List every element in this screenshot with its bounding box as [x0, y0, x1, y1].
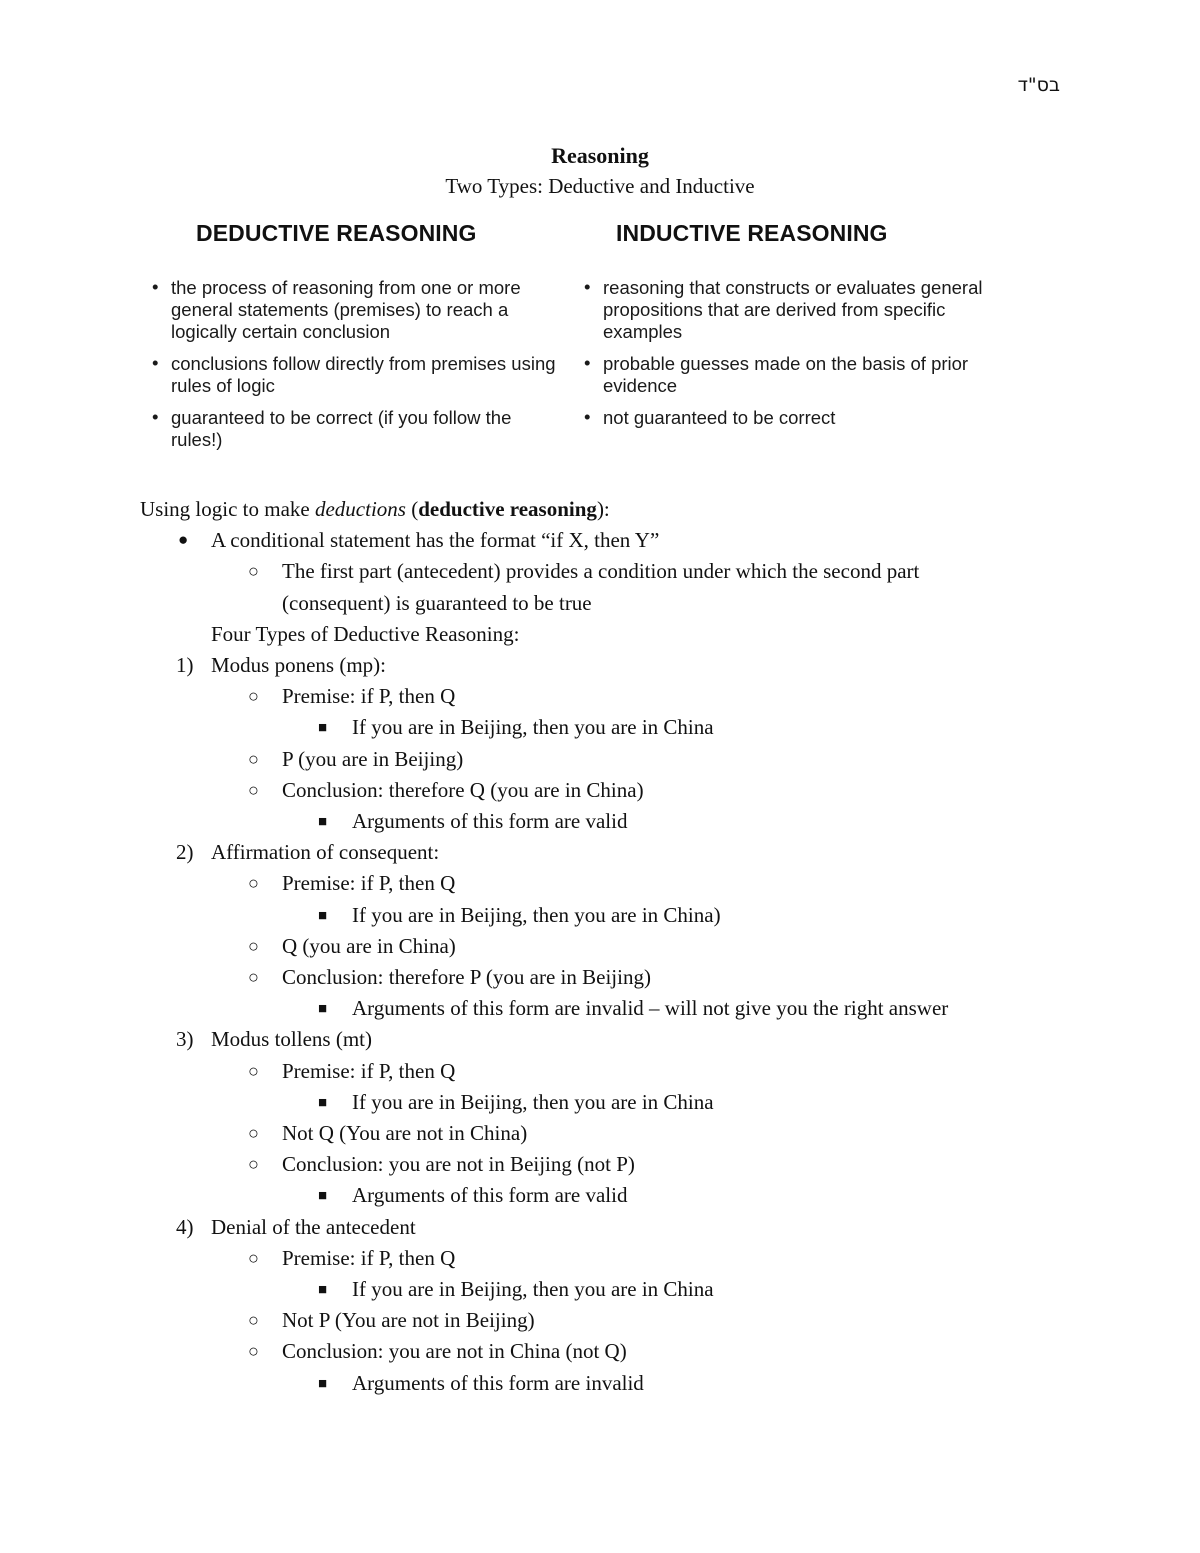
hollow-circle-bullet-icon: ○ [248, 748, 259, 769]
list-item: ○ P (you are in Beijing) [140, 744, 1140, 775]
hollow-circle-bullet-icon: ○ [248, 967, 259, 988]
bullet-icon: • [152, 352, 159, 373]
hollow-circle-bullet-icon: ○ [248, 1341, 259, 1362]
hollow-circle-bullet-icon: ○ [248, 873, 259, 894]
hollow-circle-bullet-icon: ○ [248, 1310, 259, 1331]
filled-circle-bullet-icon: ● [178, 530, 189, 550]
list-item: ■ If you are in Beijing, then you are in China) [140, 900, 1140, 931]
list-item: ○ Premise: if P, then Q [140, 1056, 1140, 1087]
square-bullet-icon: ■ [318, 1188, 328, 1205]
list-item: ○ Premise: if P, then Q [140, 868, 1140, 899]
list-item: ○ Premise: if P, then Q [140, 1243, 1140, 1274]
inductive-list [582, 277, 1002, 429]
hebrew-header-mark: בס"ד [1017, 74, 1060, 96]
deductive-list [150, 277, 560, 451]
list-item: • probable guesses made on the basis of prior evidence [584, 352, 969, 396]
list-item: • guaranteed to be correct (if you follow the rules!) [152, 406, 512, 450]
list-item: ○ Conclusion: therefore Q (you are in China) [140, 775, 1140, 806]
bullet-icon: • [152, 406, 159, 427]
four-types-heading: Four Types of Deductive Reasoning: [211, 621, 520, 646]
list-item: ■ If you are in Beijing, then you are in China [140, 1274, 1140, 1305]
intro-line: Using logic to make deductions (deductive reasoning): [140, 497, 610, 521]
hollow-circle-bullet-icon: ○ [248, 686, 259, 707]
square-bullet-icon: ■ [318, 1001, 328, 1018]
list-item: • the process of reasoning from one or more general statements (premises) to reach a logically certain conclusion [152, 276, 521, 342]
square-bullet-icon: ■ [318, 1282, 328, 1299]
list-item: ○ Not Q (You are not in China) [140, 1118, 1140, 1149]
type-4-name: 4) Denial of the antecedent [176, 1214, 416, 1239]
hollow-circle-bullet-icon: ○ [248, 935, 259, 956]
bullet-icon: • [152, 276, 159, 297]
page-title: Reasoning [551, 143, 649, 168]
square-bullet-icon: ■ [318, 1094, 328, 1111]
inductive-column [582, 220, 1002, 439]
bullet-icon: • [584, 276, 591, 297]
square-bullet-icon: ■ [318, 814, 328, 831]
square-bullet-icon: ■ [318, 720, 328, 737]
list-item: ■ Arguments of this form are invalid [140, 1368, 1140, 1399]
type-1-name: 1) Modus ponens (mp): [176, 653, 386, 678]
type-3-name: 3) Modus tollens (mt) [176, 1027, 372, 1052]
list-item: ■ Arguments of this form are invalid – will not give you the right answer [140, 993, 1140, 1024]
list-item: • reasoning that constructs or evaluates general propositions that are derived from specific examples [584, 276, 983, 342]
square-bullet-icon: ■ [318, 907, 328, 924]
hollow-circle-bullet-icon: ○ [248, 1123, 259, 1144]
deductive-column [150, 220, 560, 461]
list-item: ○ Conclusion: you are not in China (not Q) [140, 1336, 1140, 1367]
inductive-heading: INDUCTIVE REASONING [616, 220, 888, 246]
page-subtitle: Two Types: Deductive and Inductive [445, 174, 755, 198]
square-bullet-icon: ■ [318, 1375, 328, 1392]
conditional-explanation: ○ The first part (antecedent) provides a condition under which the second part [140, 556, 1140, 587]
list-item: ■ If you are in Beijing, then you are in China [140, 712, 1140, 743]
conditional-explanation-cont: (consequent) is guaranteed to be true [282, 590, 592, 615]
list-item: ○ Not P (You are not in Beijing) [140, 1305, 1140, 1336]
list-item: ■ Arguments of this form are valid [140, 806, 1140, 837]
deductive-heading: DEDUCTIVE REASONING [196, 220, 477, 246]
list-item: • conclusions follow directly from premises using rules of logic [152, 352, 556, 396]
notes-body [140, 494, 1140, 1399]
hollow-circle-bullet-icon: ○ [248, 1154, 259, 1175]
list-item: ○ Conclusion: you are not in Beijing (not P) [140, 1149, 1140, 1180]
conditional-statement: ● A conditional statement has the format “if X, then Y” [140, 525, 1140, 556]
bullet-icon: • [584, 406, 591, 427]
list-item: ○ Q (you are in China) [140, 931, 1140, 962]
bullet-icon: • [584, 352, 591, 373]
list-item: ○ Premise: if P, then Q [140, 681, 1140, 712]
list-item: • not guaranteed to be correct [584, 406, 836, 428]
hollow-circle-bullet-icon: ○ [248, 1247, 259, 1268]
list-item: ■ If you are in Beijing, then you are in China [140, 1087, 1140, 1118]
hollow-circle-bullet-icon: ○ [248, 779, 259, 800]
type-2-name: 2) Affirmation of consequent: [176, 840, 440, 865]
list-item: ■ Arguments of this form are valid [140, 1180, 1140, 1211]
hollow-circle-bullet-icon: ○ [248, 561, 259, 582]
hollow-circle-bullet-icon: ○ [248, 1060, 259, 1081]
comparison-figure [0, 220, 1200, 460]
list-item: ○ Conclusion: therefore P (you are in Beijing) [140, 962, 1140, 993]
